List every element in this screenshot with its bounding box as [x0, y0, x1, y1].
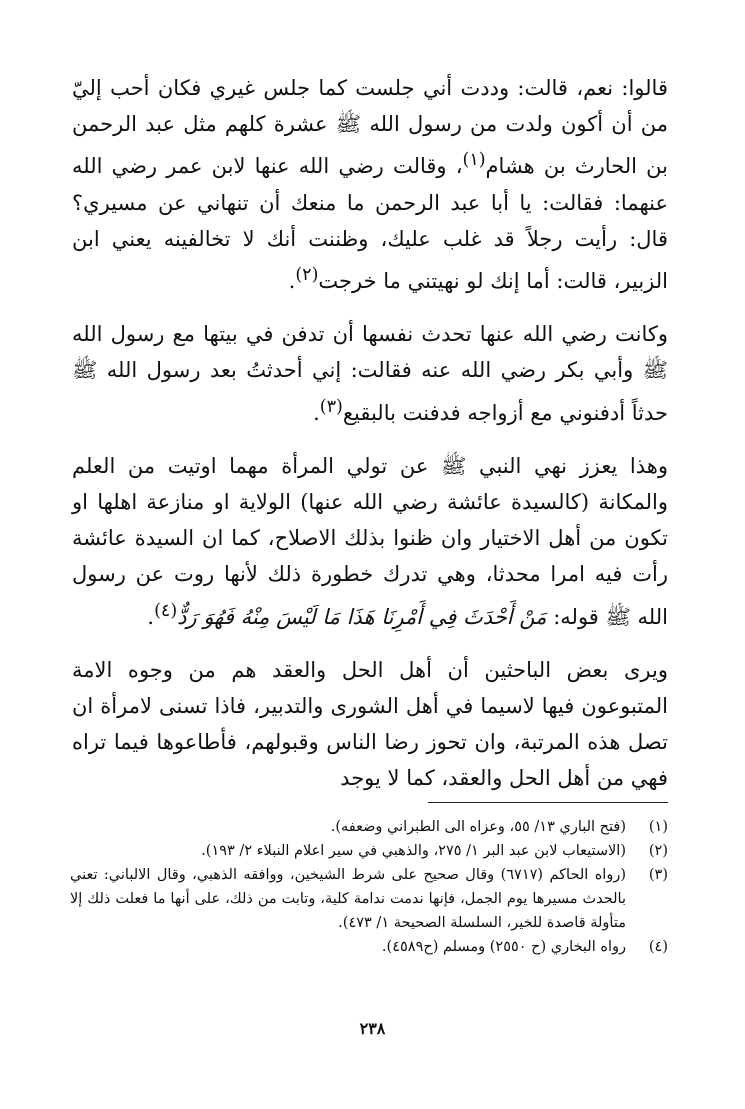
footnote [70, 839, 668, 863]
paragraph-end: . [313, 400, 320, 425]
footnote-text: (رواه الحاكم (٦٧١٧) وقال صحيح على شرط الشيخين، ووافقه الذهبي، وقال الالباني: تعني بالحدث مسيرها يوم الجمل، فإنها ندمت ندامة كلية، وتابت من ذلك، على أنها ما فعلت ذلك إلا متأولة قاصدة للخير، السلسلة الصحيحة ١/ ٤٧٣). [70, 867, 626, 931]
footnote [70, 935, 668, 959]
paragraph-text: وهذا يعزز نهي النبي ﷺ عن تولي المرأة مهما اوتيت من العلم والمكانة (كالسيدة عائشة رضي الله عنها) الولاية او منازعة اهلها او تكون من أهل الاختيار وان ظنوا بذلك الاصلاح، كما ان السيدة عائشة رأت فيه امرا محدثا، وهي تدرك خطورة ذلك لأنها روت عن رسول الله ﷺ قوله: [72, 453, 668, 629]
footnote-number: (٤) [648, 939, 668, 955]
footnote-text: (فتح الباري ١٣/ ٥٥، وعزاه الى الطبراني وضعفه). [330, 819, 626, 835]
footnote-ref[interactable]: (٣) [319, 396, 343, 417]
footnote-text: (الاستيعاب لابن عبد البر ١/ ٢٧٥، والذهبي في سير اعلام النبلاء ٢/ ١٩٣). [201, 843, 626, 859]
hadith-quote: مَنْ أَحْدَثَ فِي أَمْرِنَا هَذَا مَا لَيْسَ مِنْهُ فَهُوَ رَدٌّ [177, 604, 547, 629]
body-text [72, 70, 668, 797]
footnote-ref[interactable]: (٢) [295, 265, 319, 286]
footnote-text: رواه البخاري (ح ٢٥٥٠) ومسلم (ح٤٥٨٩). [381, 939, 626, 955]
page-number: ٢٣٨ [359, 1019, 386, 1038]
paragraph-text: ويرى بعض الباحثين أن أهل الحل والعقد هم من وجوه الامة المتبوعون فيها لاسيما في أهل الشورى والتدبير، فاذا تسنى لامرأة ان تصل هذه المرتبة، وان تحوز رضا الناس وقبولهم، فأطاعوها فيما تراه فهي من أهل الحل والعقد، كما لا يوجد [72, 657, 668, 791]
footnote-number: (١) [648, 819, 668, 835]
footnote-ref[interactable]: (٤) [154, 600, 178, 621]
footnote [70, 815, 668, 839]
footnotes [70, 815, 668, 959]
footnote-number: (٢) [648, 843, 668, 859]
footnote-separator [428, 802, 668, 803]
footnote-ref[interactable]: (١) [462, 150, 486, 171]
paragraph [72, 70, 668, 299]
paragraph [72, 316, 668, 431]
paragraph-text: ، وقالت رضي الله عنها لابن عمر رضي الله عنهما: فقالت: يا أبا عبد الرحمن ما منعك أن تنهاني عن مسيري؟ قال: رأيت رجلاً قد غلب عليك، وظننت أنك لا تخالفينه يعني ابن الزبير، قالت: أما إنك لو نهيتني ما خرجت [72, 154, 668, 294]
paragraph-end: . [288, 269, 296, 294]
footnote-number: (٣) [648, 867, 668, 883]
paragraph-text: وكانت رضي الله عنها تحدث نفسها أن تدفن في بيتها مع رسول الله ﷺ وأبي بكر رضي الله عنه فقالت: إني أحدثتُ بعد رسول الله ﷺ حدثاً أدفنوني مع أزواجه فدفنت بالبقيع [72, 322, 668, 425]
paragraph [72, 448, 668, 635]
paragraph-end: . [147, 604, 155, 629]
paragraph [72, 652, 668, 797]
footnote [70, 863, 668, 935]
paragraph-text: قالوا: نعم، قالت: وددت أني جلست كما جلس غيري فكان أحب إليّ من أن أكون ولدت من رسول الله ﷺ عشرة كلهم مثل عبد الرحمن بن الحارث بن هشام [72, 76, 668, 179]
